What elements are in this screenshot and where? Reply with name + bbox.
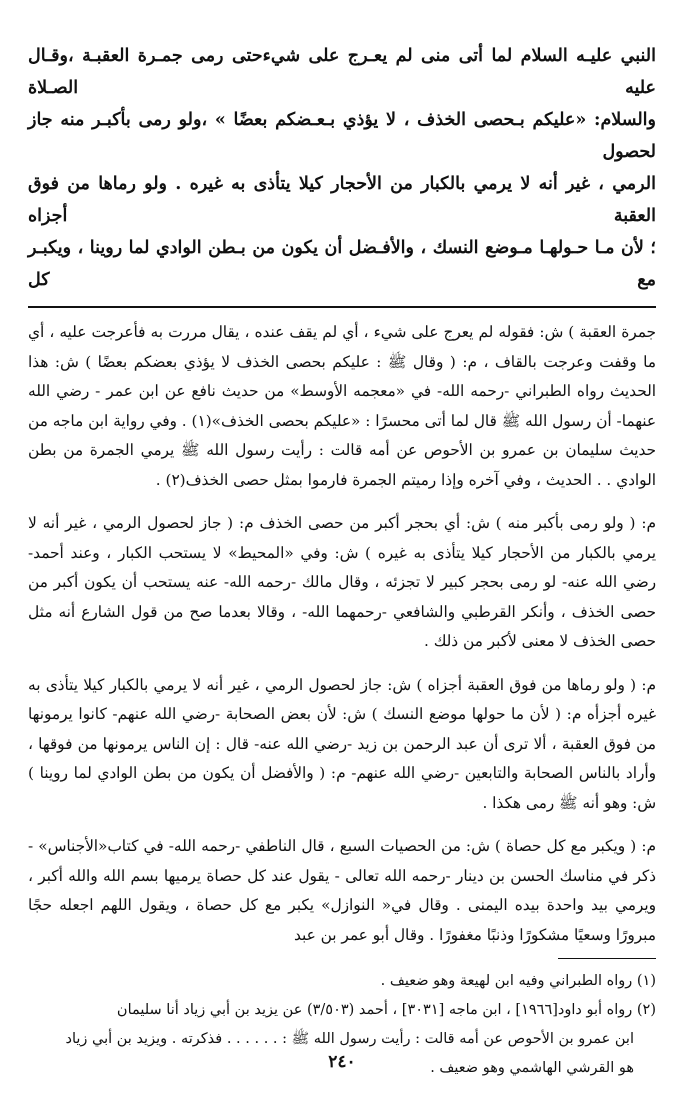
- sharh-line: يرمي الجمرة من بطن الوادي . . الحديث ، وفي آخره وإذا رميتم الجمرة فارموا بمثل حصى: [28, 441, 656, 489]
- sharh-line: قول الشارع أنه مثل حصى الخذف لا معنى لأكبر من ذلك .: [28, 602, 656, 650]
- matn-line: والسلام: «عليكم بـحصى الخذف ، لا يؤذي بـعـضكم بعضًا » ،ولو رمى بأكبـر منه جاز لحصول: [28, 110, 656, 162]
- sharh-line: م: ( ويكبر مع كل حصاة ) ش: من الحصيات السبع ، قال الناطفي -رحمه الله- في: [138, 837, 657, 855]
- sharh-line: لا يرمي بالكبار من الأحجار كيلا يتأذى به غيره ) ش: وفي «المحيط» لا يستحب الكبار ، وعند: [28, 514, 656, 562]
- sharh-line: أحمد-رضي الله عنه- لو رمى بحجر كبير لا تجزئه ، وقال مالك -رحمه الله- عنه يستحب أن: [28, 543, 656, 591]
- sharh-line: جمرة العقبة ) ش: فقوله لم يعرج على شيء ، أي لم يقف عنده ، يقال مررت به فأعرجت عليه ،: [44, 323, 656, 341]
- sharh-paragraph: [28, 509, 656, 657]
- sharh-paragraph: [28, 832, 656, 950]
- matn-line: النبي عليـه السلام لما أتى منى لم يعـرج على شيءحتى رمى جمـرة العقبـة ،وقـال عليه الصـلاة: [28, 46, 656, 98]
- footnote-2: (٢) رواه أبو داود[١٩٦٦] ، ابن ماجه [٣٠٣١] ، أحمد (٣/٥٠٣) عن يزيد بن أبي زياد أنا سليمان: [116, 1002, 656, 1018]
- sharh-line: رضي الله عنهما- أن رسول الله ﷺ قال لما أتى محسرًا : «عليكم بحصى الخذف»(١) . وفي: [28, 382, 656, 430]
- sharh-line: بطن الوادي لما روينا ) ش: وهو أنه ﷺ رمى هكذا .: [28, 764, 656, 812]
- sharh-line: يرمونها من فوقها ، وأراد بالناس الصحابة والتابعين -رضي الله عنهم- م: ( والأفضل أن يكون من: [28, 734, 656, 782]
- sharh-line: كتاب«الأجناس» - ذكر في مناسك الحسن بن دينار -رحمه الله تعالى - يقول عند كل حصاة: [28, 837, 656, 885]
- sharh-paragraph: [28, 318, 656, 495]
- sharh-line: يرميها بسم الله والله أكبر ، ويرمي بيد واحدة بيده اليمنى . وقال في« النوازل» يكبر مع كل: [28, 866, 656, 914]
- matn-line: الرمي ، غير أنه لا يرمي بالكبار من الأحجار كيلا يتأذى به غيره . ولو رماها من فوق العقبة أجزاه: [28, 174, 656, 226]
- sharh-paragraph: [28, 671, 656, 819]
- sharh-line: حصاة ، ويقول اللهم اجعله حجًا مبرورًا وسعيًا مشكورًا وذنبًا مغفورًا . وقال أبو عمر بن عبد: [28, 896, 656, 944]
- matn-text: [28, 40, 656, 296]
- footnote-separator: [558, 958, 656, 959]
- page-body: [28, 40, 656, 1083]
- sharh-line: م: ( ولو رماها من فوق العقبة أجزاه ) ش: جاز لحصول الرمي ، غير أنه لا يرمي بالكبار كيلا: [78, 675, 657, 694]
- footnote-2-continued: ابن عمرو بن الأحوص عن أمه قالت : رأيت رسول الله ﷺ : . . . . . . فذكرته . ويزيد بن أبي زياد: [65, 1031, 634, 1047]
- sharh-line: كانوا يرمونها من فوق العقبة ، ألا ترى أن عبد الرحمن بن زيد -رضي الله عنه- قال : إن الناس: [28, 705, 656, 753]
- sharh-line: رواية ابن ماجه من حديث سليمان بن عمرو بن الأحوص عن أمه قالت : رأيت رسول الله ﷺ: [28, 411, 656, 459]
- sharh-line: يتأذى به غيره أجزأه م: ( لأن ما حولها موضع النسك ) ش: لأن بعض الصحابة -رضي الله عنهم-: [28, 675, 656, 723]
- sharh-line: أي ما وقفت وعرجت بالقاف ، م: ( وقال ﷺ : عليكم بحصى الخذف لا يؤذي بعضكم بعضًا ) ش:: [28, 323, 656, 371]
- sharh-line: م: ( ولو رمى بأكبر منه ) ش: أي بحجر أكبر من حصى الخذف م: ( جاز لحصول الرمي ، غير أنه: [36, 514, 656, 532]
- sharh-line: يكون أكبر من حصى الخذف ، وأنكر القرطبي والشافعي -رحمهما الله- ، وقالا بعدما صح من: [28, 573, 656, 621]
- footnote-2-continued: هو القرشي الهاشمي وهو ضعيف .: [430, 1060, 634, 1076]
- sharh-text: [28, 318, 656, 950]
- footnote-1: (١) رواه الطبراني وفيه ابن لهيعة وهو ضعيف .: [380, 973, 656, 989]
- sharh-line: هذا الحديث رواه الطبراني -رحمه الله- في «معجمه الأوسط» من حديث نافع عن ابن عمر -: [28, 352, 656, 400]
- matn-separator: [28, 306, 656, 308]
- page-number: ٢٤٠: [328, 1052, 356, 1072]
- sharh-line: الخذف(٢) .: [155, 470, 229, 489]
- matn-line: ؛ لأن مـا حـولهـا مـوضع النسك ، والأفـضل أن يكون من بـطن الوادي لما روينا ، ويكبـر مع كل: [28, 238, 656, 290]
